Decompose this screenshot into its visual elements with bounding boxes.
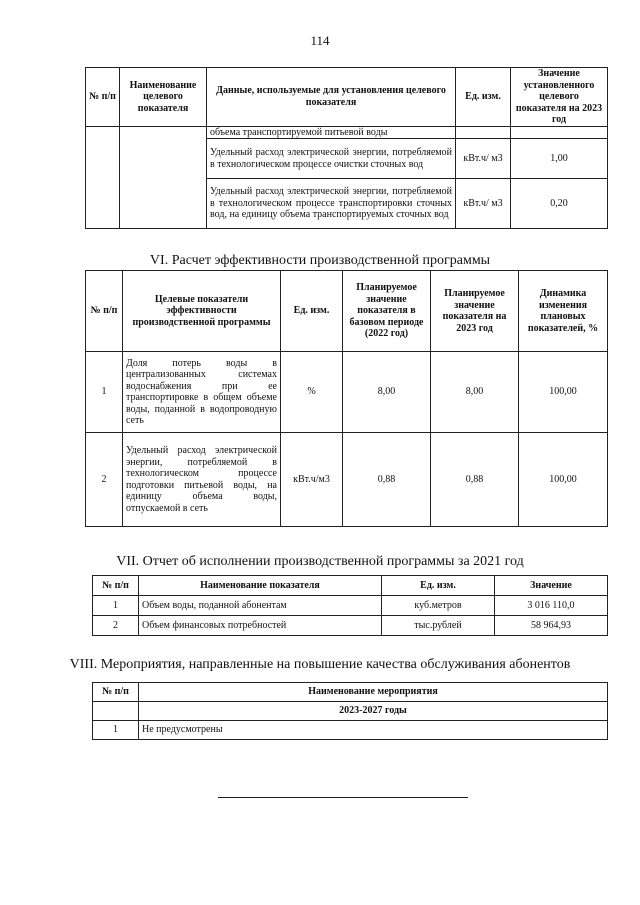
table-cell-num: 2 bbox=[86, 433, 123, 527]
table-cell-num: 2 bbox=[93, 616, 139, 636]
table-cell-unit: кВт.ч/м3 bbox=[281, 433, 343, 527]
signature-line bbox=[218, 797, 468, 798]
table-cell-unit: % bbox=[281, 352, 343, 433]
table-cell-value: 1,00 bbox=[511, 139, 608, 179]
col-header-indicator: Целевые показатели эффективности производственной программы bbox=[123, 271, 281, 352]
table-cell-data: Удельный расход электрической энергии, потребляемой в технологическом процессе очистки сточных вод bbox=[207, 139, 456, 179]
col-header-value: Значение установленного целевого показателя на 2023 год bbox=[511, 68, 608, 127]
table-cell-base-value: 8,00 bbox=[343, 352, 431, 433]
col-header-unit: Ед. изм. bbox=[281, 271, 343, 352]
table-cell-unit: кВт.ч/ м3 bbox=[456, 179, 511, 229]
table-cell-value bbox=[511, 126, 608, 139]
col-header-dynamics: Динамика изменения плановых показателей, % bbox=[519, 271, 608, 352]
table-cell-empty bbox=[120, 126, 207, 229]
period-row: 2023-2027 годы bbox=[139, 702, 608, 721]
table-cell-unit: кВт.ч/ м3 bbox=[456, 139, 511, 179]
table-cell-unit: тыс.рублей bbox=[382, 616, 495, 636]
col-header-plan-value: Планируемое значение показателя на 2023 год bbox=[431, 271, 519, 352]
table-cell-data: Удельный расход электрической энергии, потребляемой в технологическом процессе транспортировки сточных вод, на единицу объема транспортируемых сточных вод bbox=[207, 179, 456, 229]
col-header-base-value: Планируемое значение показателя в базовом периоде (2022 год) bbox=[343, 271, 431, 352]
col-header-measure: Наименование мероприятия bbox=[139, 683, 608, 702]
table-cell-base-value: 0,88 bbox=[343, 433, 431, 527]
table-cell-empty bbox=[93, 702, 139, 721]
table-cell-unit bbox=[456, 126, 511, 139]
col-header-unit: Ед. изм. bbox=[456, 68, 511, 127]
table-cell-num: 1 bbox=[86, 352, 123, 433]
measures-table bbox=[92, 682, 608, 740]
table-cell-indicator: Объем воды, поданной абонентам bbox=[139, 596, 382, 616]
table-cell-indicator: Объем финансовых потребностей bbox=[139, 616, 382, 636]
col-header-indicator: Наименование целевого показателя bbox=[120, 68, 207, 127]
table-cell-indicator: Доля потерь воды в централизованных системах водоснабжения при ее транспортировке в общем объеме воды, поданной в водопроводную сеть bbox=[123, 352, 281, 433]
section-7-title: VII. Отчет об исполнении производственной программы за 2021 год bbox=[116, 554, 524, 569]
table-cell-value: 58 964,93 bbox=[495, 616, 608, 636]
table-cell-indicator: Удельный расход электрической энергии, потребляемой в технологическом процессе подготовки питьевой воды, на единицу объема воды, отпускаемой в сеть bbox=[123, 433, 281, 527]
col-header-unit: Ед. изм. bbox=[382, 576, 495, 596]
target-indicators-table bbox=[85, 67, 608, 229]
col-header-indicator: Наименование показателя bbox=[139, 576, 382, 596]
col-header-num: № п/п bbox=[86, 271, 123, 352]
col-header-data: Данные, используемые для установления целевого показателя bbox=[207, 68, 456, 127]
col-header-num: № п/п bbox=[93, 683, 139, 702]
table-cell-plan-value: 0,88 bbox=[431, 433, 519, 527]
col-header-num: № п/п bbox=[93, 576, 139, 596]
table-cell-dynamics: 100,00 bbox=[519, 352, 608, 433]
report-table bbox=[92, 575, 608, 636]
table-cell-unit: куб.метров bbox=[382, 596, 495, 616]
table-cell-empty bbox=[86, 126, 120, 229]
efficiency-table bbox=[85, 270, 608, 527]
table-cell-num: 1 bbox=[93, 721, 139, 740]
table-cell-num: 1 bbox=[93, 596, 139, 616]
page-number: 114 bbox=[310, 33, 330, 48]
table-cell-value: 0,20 bbox=[511, 179, 608, 229]
table-cell-plan-value: 8,00 bbox=[431, 352, 519, 433]
section-8-title: VIII. Мероприятия, направленные на повышение качества обслуживания абонентов bbox=[69, 657, 571, 672]
table-cell-measure: Не предусмотрены bbox=[139, 721, 608, 740]
table-cell-data: объема транспортируемой питьевой воды bbox=[207, 126, 456, 139]
table-cell-value: 3 016 110,0 bbox=[495, 596, 608, 616]
col-header-num: № п/п bbox=[86, 68, 120, 127]
section-6-title: VI. Расчет эффективности производственной программы bbox=[149, 253, 491, 268]
table-cell-dynamics: 100,00 bbox=[519, 433, 608, 527]
col-header-value: Значение bbox=[495, 576, 608, 596]
